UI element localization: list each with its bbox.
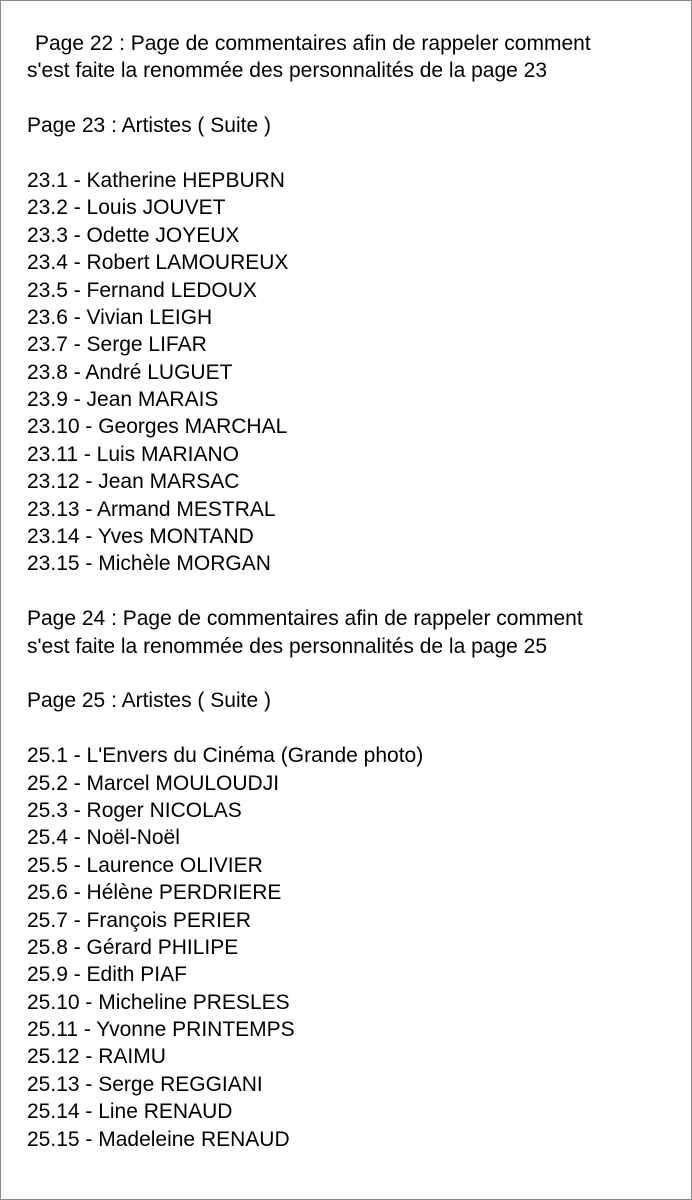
document-content bbox=[27, 30, 685, 1153]
section-page-23-heading bbox=[27, 112, 685, 139]
list-item: 23.11 - Luis MARIANO bbox=[27, 442, 240, 466]
section-page-22-note bbox=[27, 30, 685, 85]
list-item: 25.8 - Gérard PHILIPE bbox=[27, 935, 239, 959]
blank-line bbox=[27, 140, 685, 167]
blank-line bbox=[27, 660, 685, 687]
artist-list-page-25 bbox=[27, 742, 685, 1153]
section-page-25-heading bbox=[27, 687, 685, 714]
list-item: 23.4 - Robert LAMOUREUX bbox=[27, 251, 289, 275]
list-item: 23.9 - Jean MARAIS bbox=[27, 388, 219, 412]
list-item: 23.1 - Katherine HEPBURN bbox=[27, 168, 285, 192]
list-item: 25.2 - Marcel MOULOUDJI bbox=[27, 771, 280, 795]
list-item: 23.2 - Louis JOUVET bbox=[27, 196, 226, 220]
text-line: s'est faite la renommée des personnalités de la page 23 bbox=[27, 59, 547, 83]
list-item: 23.15 - Michèle MORGAN bbox=[27, 552, 271, 576]
list-item: 23.12 - Jean MARSAC bbox=[27, 470, 240, 494]
list-item: 25.11 - Yvonne PRINTEMPS bbox=[27, 1018, 295, 1042]
text-line: Page 24 : Page de commentaires afin de rappeler comment bbox=[27, 607, 583, 631]
text-line: Page 22 : Page de commentaires afin de rappeler comment bbox=[35, 32, 591, 55]
list-item: 25.5 - Laurence OLIVIER bbox=[27, 853, 263, 877]
list-item: 23.14 - Yves MONTAND bbox=[27, 525, 254, 549]
section-heading: Page 25 : Artistes ( Suite ) bbox=[27, 689, 271, 713]
list-item: 25.10 - Micheline PRESLES bbox=[27, 990, 290, 1014]
list-item: 23.8 - André LUGUET bbox=[27, 360, 233, 384]
list-item: 23.6 - Vivian LEIGH bbox=[27, 305, 213, 329]
blank-line bbox=[27, 578, 685, 605]
list-item: 23.13 - Armand MESTRAL bbox=[27, 497, 276, 521]
text-line: s'est faite la renommée des personnalités de la page 25 bbox=[27, 634, 547, 658]
section-heading: Page 23 : Artistes ( Suite ) bbox=[27, 114, 271, 138]
list-item: 23.5 - Fernand LEDOUX bbox=[27, 278, 257, 302]
list-item: 25.3 - Roger NICOLAS bbox=[27, 798, 242, 822]
list-item: 23.3 - Odette JOYEUX bbox=[27, 223, 240, 247]
list-item: 25.6 - Hélène PERDRIERE bbox=[27, 881, 282, 905]
list-item: 25.1 - L'Envers du Cinéma (Grande photo) bbox=[27, 744, 424, 768]
list-item: 25.13 - Serge REGGIANI bbox=[27, 1072, 263, 1096]
list-item: 25.7 - François PERIER bbox=[27, 908, 252, 932]
list-item: 23.10 - Georges MARCHAL bbox=[27, 415, 288, 439]
list-item: 25.14 - Line RENAUD bbox=[27, 1100, 233, 1124]
blank-line bbox=[27, 715, 685, 742]
blank-line bbox=[27, 85, 685, 112]
list-item: 25.12 - RAIMU bbox=[27, 1045, 166, 1069]
list-item: 23.7 - Serge LIFAR bbox=[27, 333, 207, 357]
list-item: 25.15 - Madeleine RENAUD bbox=[27, 1127, 290, 1151]
section-page-24-note bbox=[27, 605, 685, 660]
artist-list-page-23 bbox=[27, 167, 685, 578]
list-item: 25.4 - Noël-Noël bbox=[27, 826, 180, 850]
list-item: 25.9 - Edith PIAF bbox=[27, 963, 187, 987]
